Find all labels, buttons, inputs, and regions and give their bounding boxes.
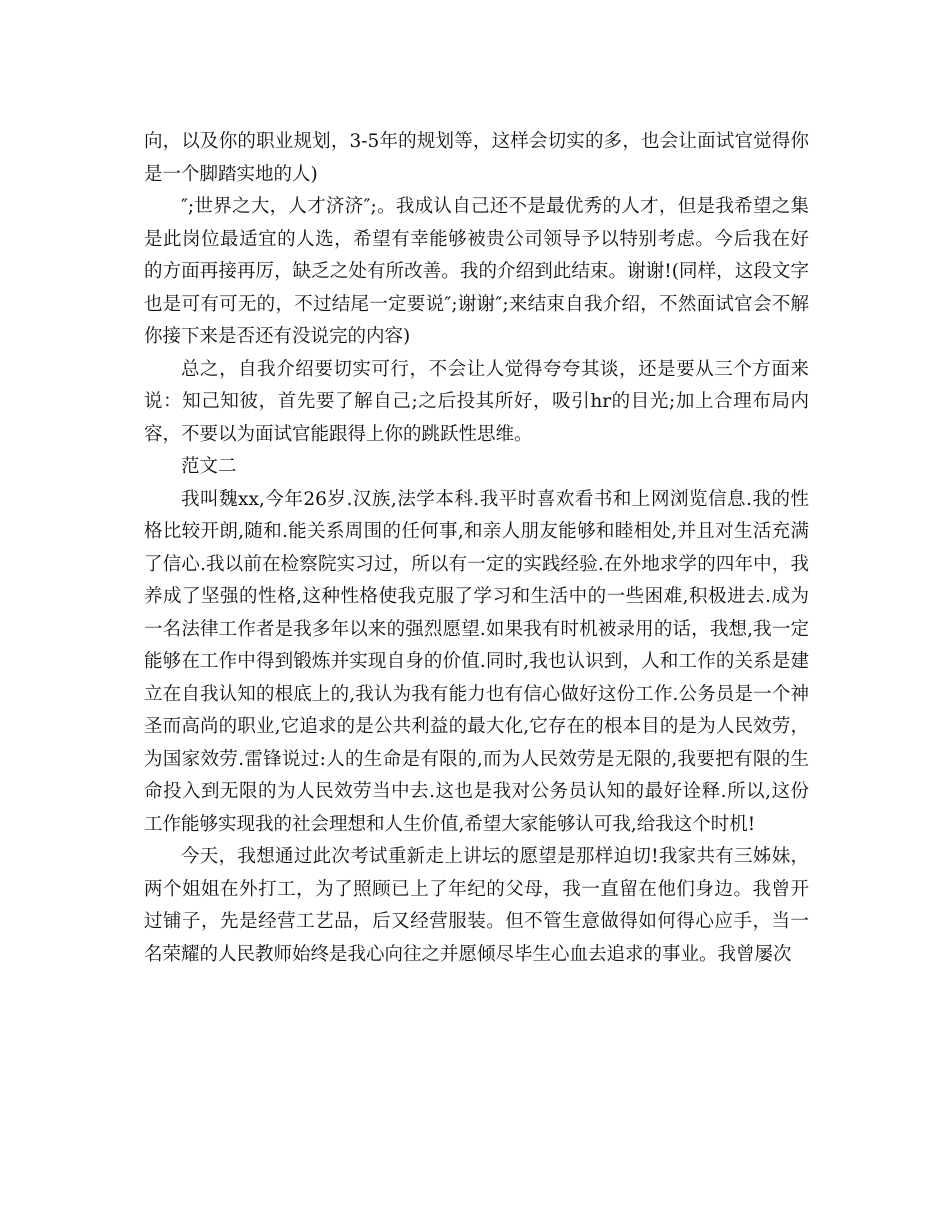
document-body xyxy=(144,126,809,971)
paragraph-summary: 总之，自我介绍要切实可行，不会让人觉得夸夸其谈，还是要从三个方面来说：知己知彼，首先要了解自己;之后投其所好，吸引hr的目光;加上合理布局内容，不要以为面试官能跟得上你的跳跃性思维。 xyxy=(144,358,809,445)
section-heading-sample-two: 范文二 xyxy=(181,456,237,477)
paragraph-continuation: 向，以及你的职业规划，3-5年的规划等，这样会切实的多，也会让面试官觉得你是一个脚踏实地的人) xyxy=(144,131,809,185)
paragraph-sample-two-intro: 我叫魏xx,今年26岁.汉族,法学本科.我平时喜欢看书和上网浏览信息.我的性格比较开朗,随和.能关系周围的任何事,和亲人朋友能够和睦相处,并且对生活充满了信心.我以前在检察院实习过，所以有一定的实践经验.在外地求学的四年中，我养成了坚强的性格,这种性格使我克服了学习和生活中的一些困难,积极进去.成为一名法律工作者是我多年以来的强烈愿望.如果我有时机被录用的话，我想,我一定能够在工作中得到锻炼并实现自身的价值.同时,我也认识到，人和工作的关系是建立在自我认知的根底上的,我认为我有能力也有信心做好这份工作.公务员是一个神圣而高尚的职业,它追求的是公共利益的最大化,它存在的根本目的是为人民效劳，为国家效劳.雷锋说过:人的生命是有限的,而为人民效劳是无限的,我要把有限的生命投入到无限的为人民效劳当中去.这也是我对公务员认知的最好诠释.所以,这份工作能够实现我的社会理想和人生价值,希望大家能够认可我,给我这个时机! xyxy=(144,488,809,835)
paragraph-closing-remarks: ″;世界之大，人才济济″;。我成认自己还不是最优秀的人才，但是我希望之集是此岗位最适宜的人选，希望有幸能够被贵公司领导予以特别考虑。今后我在好的方面再接再厉，缺乏之处有所改善。我的介绍到此结束。谢谢!(同样，这段文字也是可有可无的，不过结尾一定要说″;谢谢″;来结束自我介绍，不然面试官会不解你接下来是否还有没说完的内容) xyxy=(144,196,809,347)
paragraph-teacher-aspiration: 今天，我想通过此次考试重新走上讲坛的愿望是那样迫切!我家共有三姊妹，两个姐姐在外打工，为了照顾已上了年纪的父母，我一直留在他们身边。我曾开过铺子，先是经营工艺品，后又经营服装。但不管生意做得如何得心应手，当一名荣耀的人民教师始终是我心向往之并愿倾尽毕生心血去追求的事业。我曾屡次 xyxy=(144,846,809,965)
